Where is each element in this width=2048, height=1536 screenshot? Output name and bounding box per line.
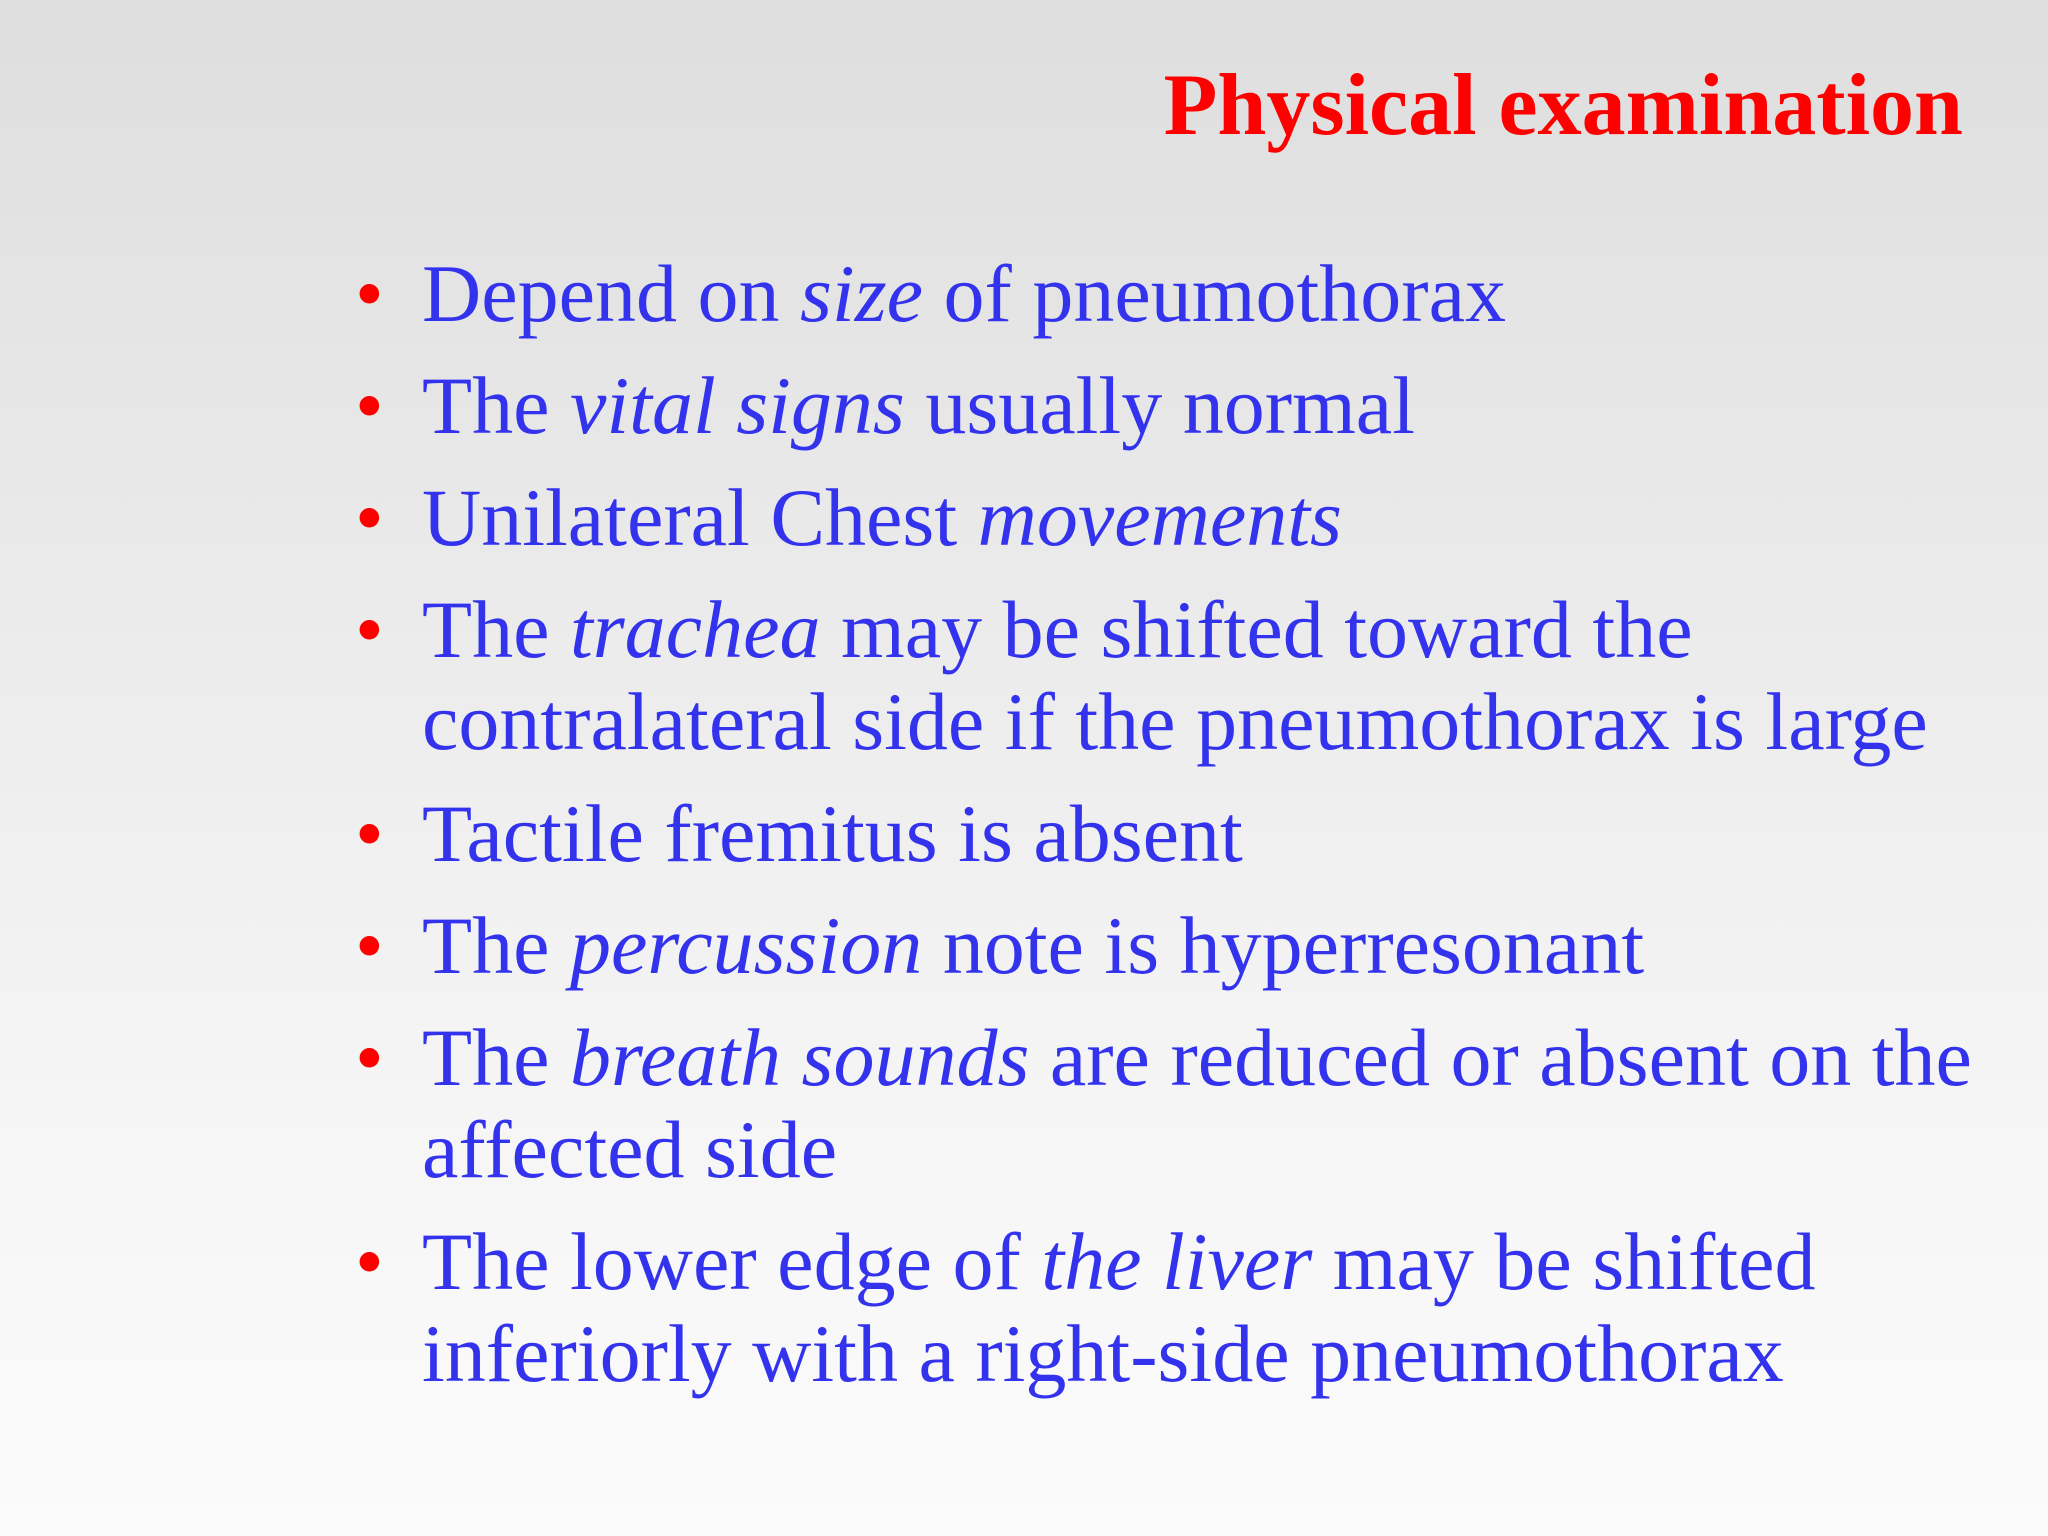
bullet-text: usually normal xyxy=(904,360,1415,451)
bullet-text: may be shifted inferiorly with a right-side pneumothorax xyxy=(422,1216,1816,1399)
bullet-text: The xyxy=(422,584,570,675)
bullet-item-liver xyxy=(355,1216,1995,1400)
bullet-emphasis: movements xyxy=(977,472,1342,563)
bullet-emphasis: vital signs xyxy=(569,360,905,451)
bullet-item-vital-signs xyxy=(355,360,1995,452)
bullet-item-size xyxy=(355,248,1995,340)
bullet-text: may be shifted toward the contralateral side if the pneumothorax is large xyxy=(422,584,1928,767)
bullet-dot-icon: • xyxy=(355,1012,384,1103)
bullet-emphasis: trachea xyxy=(569,584,821,675)
bullet-emphasis: size xyxy=(800,248,924,339)
bullet-item-breath-sounds xyxy=(355,1012,1995,1196)
bullet-text: are reduced or absent on the affected side xyxy=(422,1012,1972,1195)
bullet-text: Unilateral Chest xyxy=(422,472,978,563)
bullet-dot-icon: • xyxy=(355,584,384,675)
bullet-dot-icon: • xyxy=(355,788,384,879)
slide-title: Physical examination xyxy=(1163,57,1963,154)
bullet-dot-icon: • xyxy=(355,248,384,339)
bullet-text: The xyxy=(422,360,570,451)
bullet-dot-icon: • xyxy=(355,472,384,563)
bullet-item-trachea xyxy=(355,584,1995,768)
bullet-text: note is hyperresonant xyxy=(922,900,1645,991)
bullet-list xyxy=(355,248,1995,1420)
bullet-item-percussion xyxy=(355,900,1995,992)
bullet-dot-icon: • xyxy=(355,1216,384,1307)
bullet-emphasis: the liver xyxy=(1041,1216,1313,1307)
bullet-text: Depend on xyxy=(422,248,801,339)
bullet-dot-icon: • xyxy=(355,900,384,991)
bullet-emphasis: breath sounds xyxy=(569,1012,1030,1103)
bullet-item-tactile-fremitus xyxy=(355,788,1995,880)
bullet-text: The xyxy=(422,900,570,991)
bullet-text: Tactile fremitus is absent xyxy=(422,788,1243,879)
bullet-item-chest-movements xyxy=(355,472,1995,564)
bullet-text: The xyxy=(422,1012,570,1103)
bullet-text: The lower edge of xyxy=(422,1216,1042,1307)
bullet-emphasis: percussion xyxy=(569,900,923,991)
bullet-dot-icon: • xyxy=(355,360,384,451)
bullet-text: of pneumothorax xyxy=(923,248,1506,339)
